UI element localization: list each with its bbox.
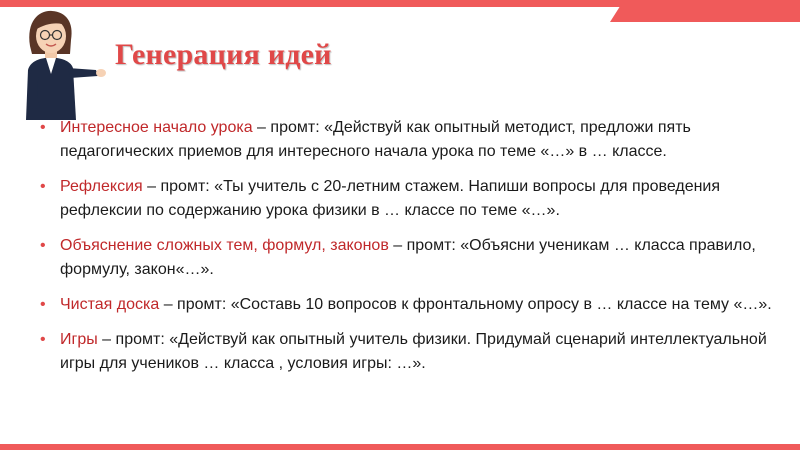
bullet-text: – промт: «Составь 10 вопросов к фронтальному опросу в … классе на тему «…». (159, 296, 772, 313)
bullet-icon: • (40, 331, 46, 348)
teacher-illustration-icon (8, 6, 108, 120)
list-item (40, 293, 785, 317)
bullet-term: Игры (60, 331, 98, 348)
list-item (40, 116, 785, 164)
bullet-term: Объяснение сложных тем, формул, законов (60, 237, 389, 254)
bullet-icon: • (40, 119, 46, 136)
bottom-accent-bar (0, 444, 800, 450)
top-accent-tab (610, 0, 800, 22)
bullet-icon: • (40, 296, 46, 313)
bullet-list (40, 116, 785, 376)
list-item (40, 328, 785, 376)
bullet-icon: • (40, 178, 46, 195)
list-item (40, 234, 785, 282)
slide-title: Генерация идей (115, 38, 332, 71)
bullet-text: – промт: «Ты учитель с 20-летним стажем. Напиши вопросы для проведения рефлексии по содержанию урока физики в … классе по теме «…». (60, 178, 721, 219)
bullet-text: – промт: «Действуй как опытный методист, предложи пять педагогических приемов для интересного начала урока по теме «…» в … классе. (60, 119, 691, 160)
list-item (40, 175, 785, 223)
bullet-term: Чистая доска (60, 296, 160, 313)
bullet-text: – промт: «Действуй как опытный учитель физики. Придумай сценарий интеллектуальной игры для учеников … класса , условия игры: …». (60, 331, 767, 372)
bullet-text: – промт: «Объясни ученикам … класса правило, формулу, закон«…». (60, 237, 756, 278)
bullet-term: Интересное начало урока (60, 119, 253, 136)
bullet-icon: • (40, 237, 46, 254)
bullet-term: Рефлексия (60, 178, 143, 195)
